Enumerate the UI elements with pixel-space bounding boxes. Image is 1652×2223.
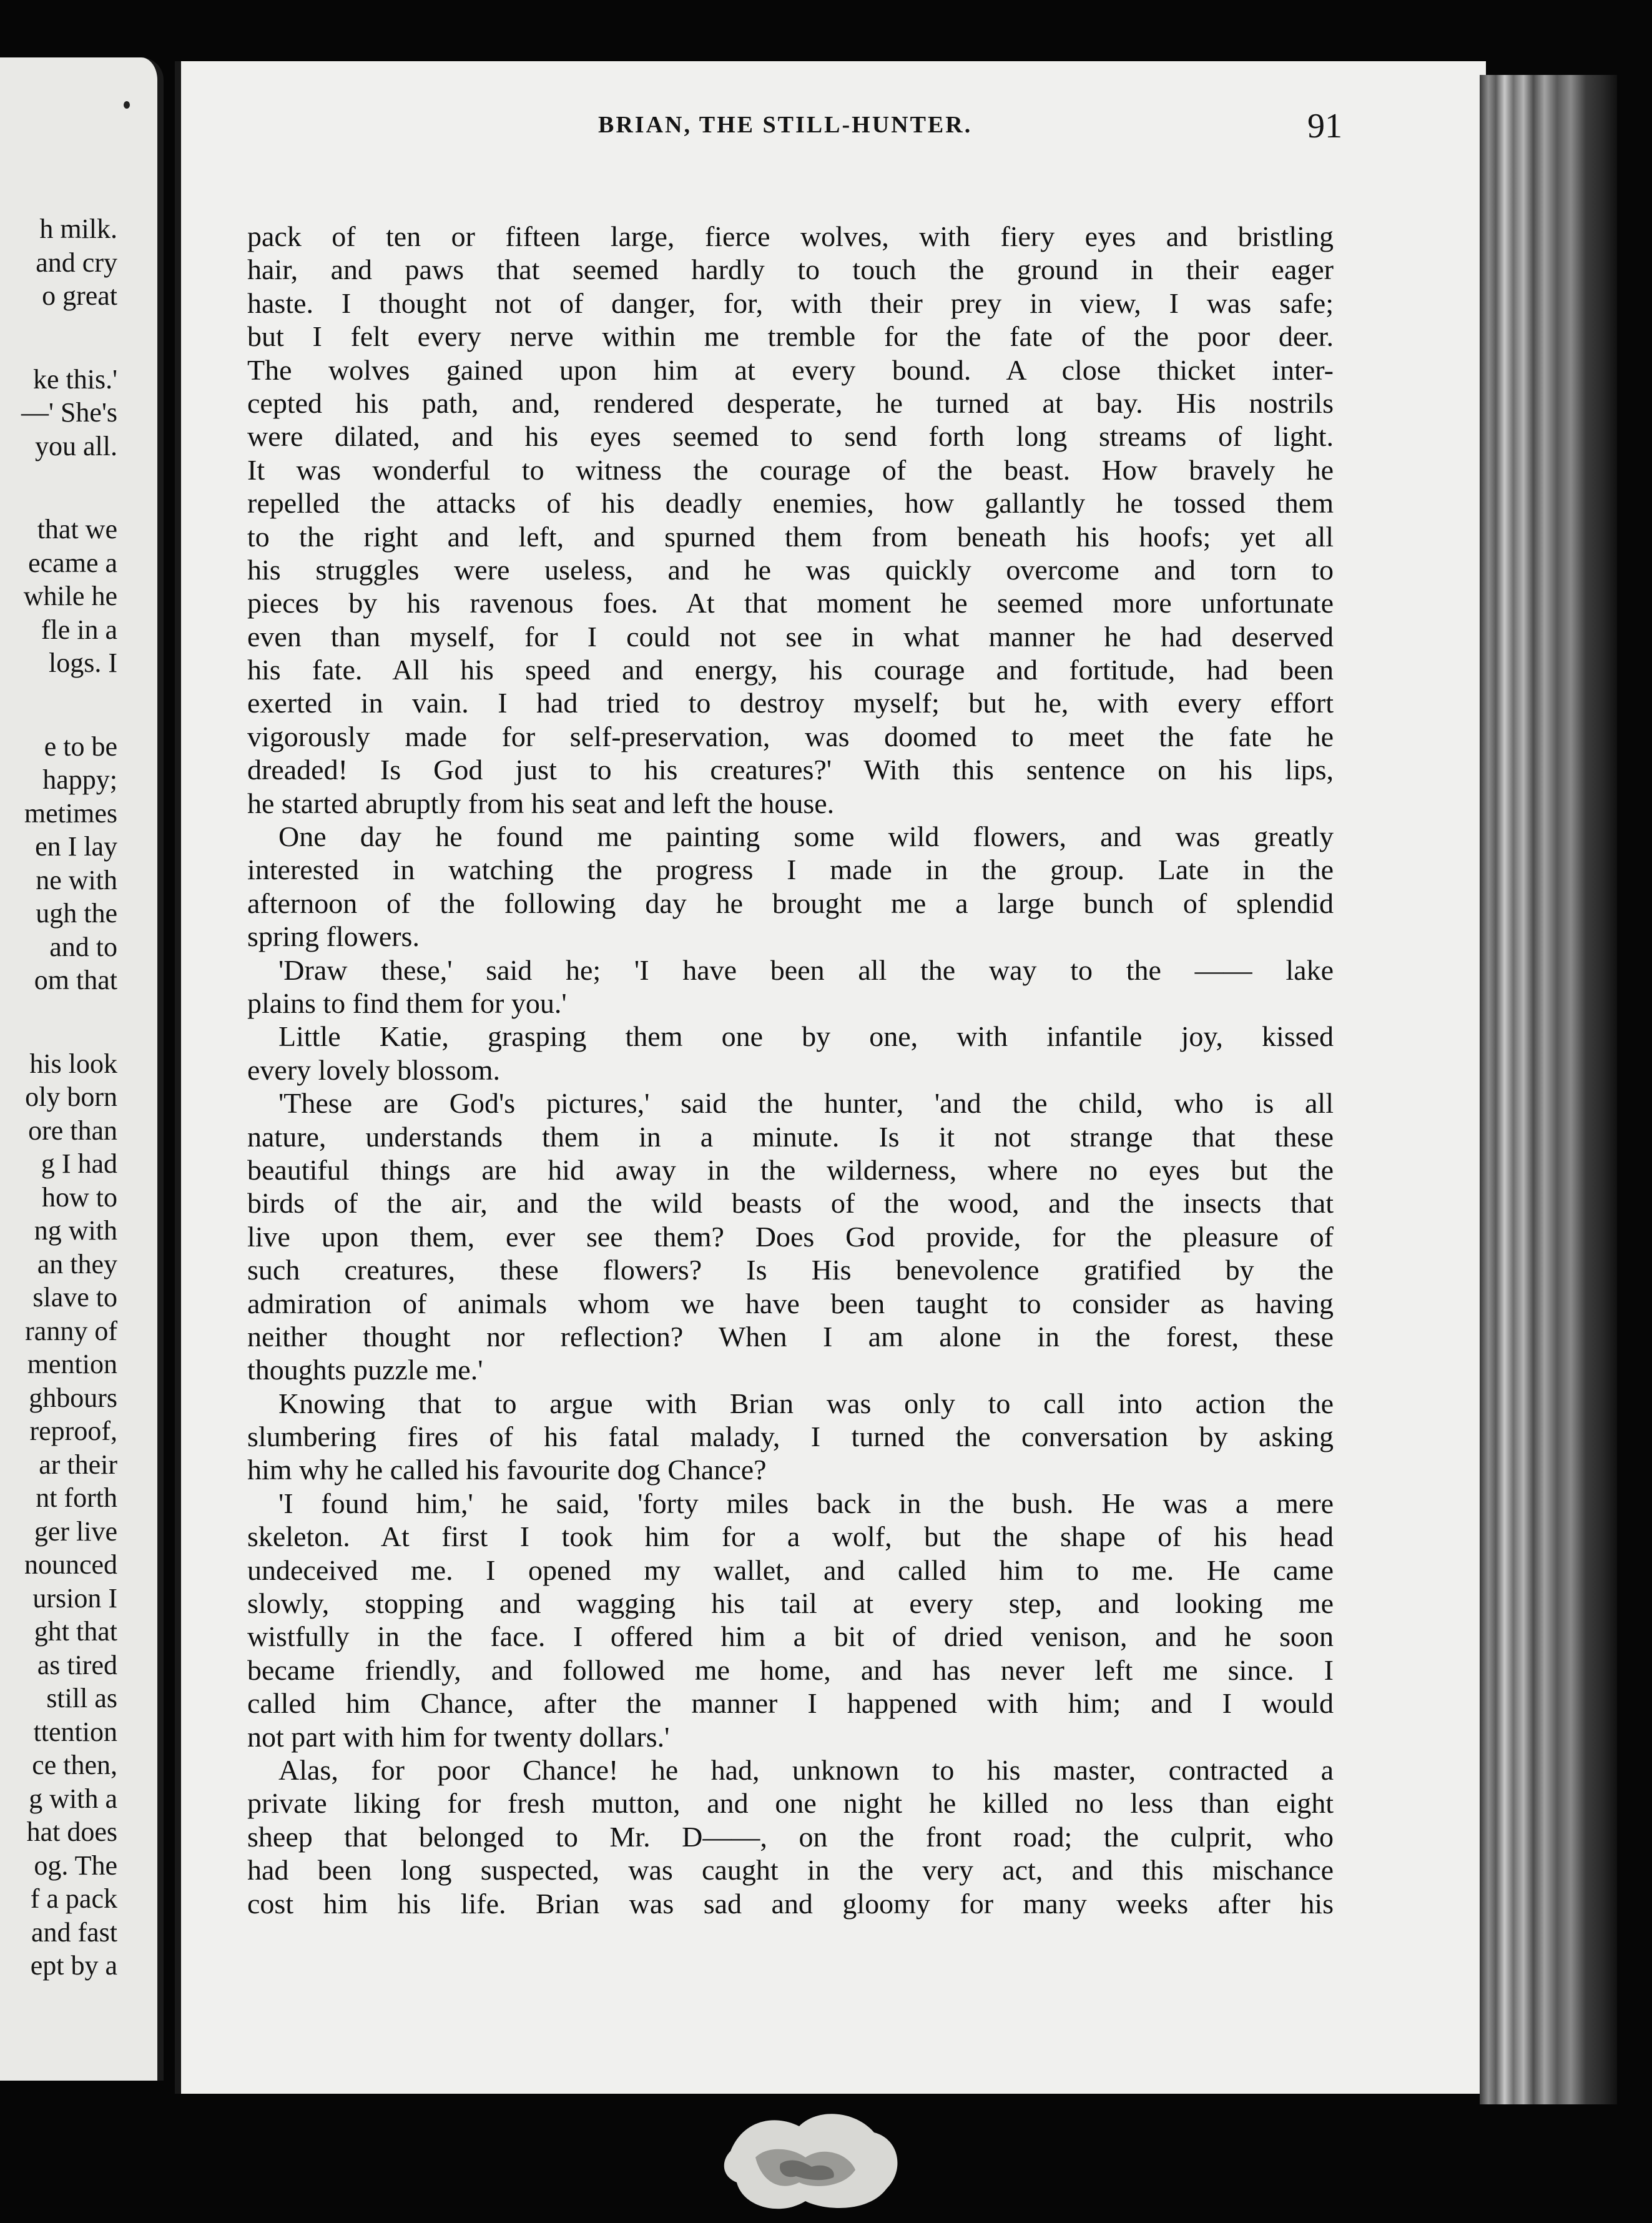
text-line: haste. I thought not of danger, for, with their prey in view, I was safe; — [247, 287, 1334, 319]
text-line: Knowing that to argue with Brian was only to call into action the — [278, 1387, 1334, 1419]
left-page-line: ce then, — [32, 1750, 117, 1780]
text-line: every lovely blossom. — [247, 1053, 500, 1086]
left-page-line: slave to — [32, 1282, 117, 1313]
text-line: slumbering fires of his fatal malady, I turned the conversation by asking — [247, 1421, 1334, 1453]
left-page-line: o great — [42, 280, 117, 311]
page-header — [425, 107, 1342, 151]
left-page-line — [21, 463, 117, 513]
left-page-line: hat does — [26, 1816, 117, 1847]
running-head: BRIAN, THE STILL-HUNTER. — [598, 112, 973, 138]
left-page-line: ne with — [36, 864, 117, 895]
text-line: admiration of animals whom we have been taught to consider as having — [247, 1287, 1334, 1319]
left-page-line — [21, 680, 117, 730]
text-line: neither thought nor reflection? When I am alone in the forest, these — [247, 1320, 1334, 1353]
text-line: to the right and left, and spurned them from beneath his hoofs; yet all — [247, 520, 1334, 553]
left-page-line: og. The — [34, 1850, 117, 1881]
text-line: live upon them, ever see them? Does God provide, for the pleasure of — [247, 1220, 1334, 1253]
left-page-line: om that — [34, 965, 117, 995]
left-page-line: ugh the — [36, 898, 117, 929]
text-line: afternoon of the following day he brought me a large bunch of splendid — [247, 887, 1334, 919]
text-line: slowly, stopping and wagging his tail at every step, and looking me — [247, 1587, 1334, 1620]
text-line: exerted in vain. I had tried to destroy myself; but he, with every effort — [247, 687, 1334, 719]
left-page-line: g I had — [41, 1148, 117, 1179]
left-page-line: nt forth — [36, 1482, 117, 1513]
text-line: sheep that belonged to Mr. D——, on the front road; the culprit, who — [247, 1820, 1334, 1853]
text-line: 'Draw these,' said he; 'I have been all the way to the —— lake — [278, 954, 1334, 986]
text-line: vigorously made for self-preservation, was doomed to meet the fate he — [247, 720, 1334, 752]
left-page-line: an they — [37, 1248, 117, 1279]
text-line: him why he called his favourite dog Chance? — [247, 1454, 767, 1486]
text-line: The wolves gained upon him at every bound. A close thicket inter- — [247, 353, 1334, 386]
text-line: interested in watching the progress I made in the group. Late in the — [247, 854, 1334, 886]
paper-scrap — [718, 2095, 918, 2220]
text-line: beautiful things are hid away in the wilderness, where no eyes but the — [247, 1153, 1334, 1186]
text-line: repelled the attacks of his deadly enemies, how gallantly he tossed them — [247, 487, 1334, 520]
left-page-line: and to — [49, 931, 117, 962]
left-page-line: and cry — [36, 247, 117, 278]
left-page-line: ghbours — [29, 1382, 117, 1413]
text-line: undeceived me. I opened my wallet, and called him to me. He came — [247, 1554, 1334, 1586]
text-line: called him Chance, after the manner I happened with him; and I would — [247, 1687, 1334, 1720]
left-page-line: you all. — [35, 430, 117, 461]
text-line: It was wonderful to witness the courage of the beast. How bravely he — [247, 453, 1334, 486]
left-page-line: oly born — [25, 1082, 117, 1112]
left-page-line: e to be — [44, 731, 117, 762]
left-page — [0, 57, 164, 2081]
left-page-line: happy; — [42, 764, 117, 795]
left-page-line: logs. I — [49, 648, 117, 678]
text-line: he started abruptly from his seat and left the house. — [247, 787, 835, 819]
text-line: nature, understands them in a minute. Is it not strange that these — [247, 1120, 1334, 1153]
left-page-line: ar their — [39, 1449, 117, 1480]
text-line: such creatures, these flowers? Is His benevolence gratified by the — [247, 1254, 1334, 1286]
text-line: 'I found him,' he said, 'forty miles back in the bush. He was a mere — [278, 1487, 1334, 1519]
left-page-line: ore than — [28, 1115, 117, 1146]
left-page-line: ke this.' — [32, 363, 117, 395]
text-line: spring flowers. — [247, 920, 420, 953]
text-line: dreaded! Is God just to his creatures?' With this sentence on his lips, — [247, 754, 1334, 786]
left-page-line: still as — [46, 1683, 117, 1713]
left-page-line: metimes — [24, 797, 117, 829]
text-line: pack of ten or fifteen large, fierce wolves, with fiery eyes and bristling — [247, 220, 1334, 252]
left-page-line: his look — [29, 1048, 117, 1079]
text-line: Little Katie, grasping them one by one, with infantile joy, kissed — [278, 1020, 1334, 1053]
text-line: even than myself, for I could not see in what manner he had deserved — [247, 620, 1334, 653]
text-line: Alas, for poor Chance! he had, unknown to his master, contracted a — [278, 1753, 1334, 1786]
left-page-line: while he — [23, 581, 117, 611]
left-page-line: h milk. — [39, 214, 117, 244]
text-line: not part with him for twenty dollars.' — [247, 1720, 670, 1753]
text-line: but I felt every nerve within me tremble for the fate of the poor deer. — [247, 320, 1334, 353]
text-line: became friendly, and followed me home, and has never left me since. I — [247, 1654, 1334, 1686]
left-page-line: f a pack — [30, 1883, 117, 1914]
left-page-line: how to — [42, 1181, 117, 1213]
left-page-line: that we — [37, 514, 117, 545]
text-line: plains to find them for you.' — [247, 987, 567, 1019]
left-page-line: mention — [27, 1349, 117, 1379]
text-line: wistfully in the face. I offered him a bit of dried venison, and he soon — [247, 1620, 1334, 1653]
left-page-line: ursion I — [32, 1582, 117, 1614]
left-page-line: ecame a — [28, 547, 117, 578]
page-number: 91 — [1307, 107, 1342, 145]
text-line: pieces by his ravenous foes. At that moment he seemed more unfortunate — [247, 587, 1334, 619]
left-page-line: fle in a — [41, 614, 117, 645]
text-line: cepted his path, and, rendered desperate, he turned at bay. His nostrils — [247, 387, 1334, 419]
left-page-line: g with a — [29, 1783, 117, 1814]
left-page-line — [21, 997, 117, 1047]
text-line: cost him his life. Brian was sad and gloomy for many weeks after his — [247, 1887, 1334, 1920]
text-line: 'These are God's pictures,' said the hunter, 'and the child, who is all — [278, 1087, 1334, 1120]
left-page-line: ght that — [34, 1616, 117, 1647]
text-line: had been long suspected, was caught in the very act, and this mischance — [247, 1854, 1334, 1886]
left-page-line: nounced — [24, 1549, 117, 1580]
left-page-line: ger live — [34, 1516, 117, 1547]
left-page-line: reproof, — [29, 1416, 117, 1446]
left-page-line: and fast — [31, 1916, 117, 1948]
ink-dot — [124, 101, 130, 109]
page-edges — [1480, 75, 1617, 2104]
text-line: private liking for fresh mutton, and one night he killed no less than eight — [247, 1787, 1334, 1820]
left-page-text — [21, 212, 117, 1983]
text-line: hair, and paws that seemed hardly to touch the ground in their eager — [247, 254, 1334, 286]
text-line: skeleton. At first I took him for a wolf, but the shape of his head — [247, 1521, 1334, 1553]
text-line: his fate. All his speed and energy, his courage and fortitude, had been — [247, 654, 1334, 686]
left-page-line: as tired — [37, 1649, 117, 1680]
text-line: were dilated, and his eyes seemed to send forth long streams of light. — [247, 420, 1334, 453]
left-page-line: —' She's — [21, 397, 117, 428]
left-page-line: ttention — [33, 1716, 117, 1747]
left-page-line: ng with — [34, 1215, 117, 1246]
left-page-line: ranny of — [25, 1315, 117, 1346]
text-line: thoughts puzzle me.' — [247, 1354, 483, 1386]
left-page-line — [21, 313, 117, 363]
left-page-line: ept by a — [30, 1950, 117, 1981]
body-text — [247, 220, 1334, 1920]
text-line: his struggles were useless, and he was quickly overcome and torn to — [247, 553, 1334, 586]
text-line: birds of the air, and the wild beasts of the wood, and the insects that — [247, 1187, 1334, 1220]
text-line: One day he found me painting some wild flowers, and was greatly — [278, 821, 1334, 853]
left-page-line: en I lay — [35, 831, 117, 862]
